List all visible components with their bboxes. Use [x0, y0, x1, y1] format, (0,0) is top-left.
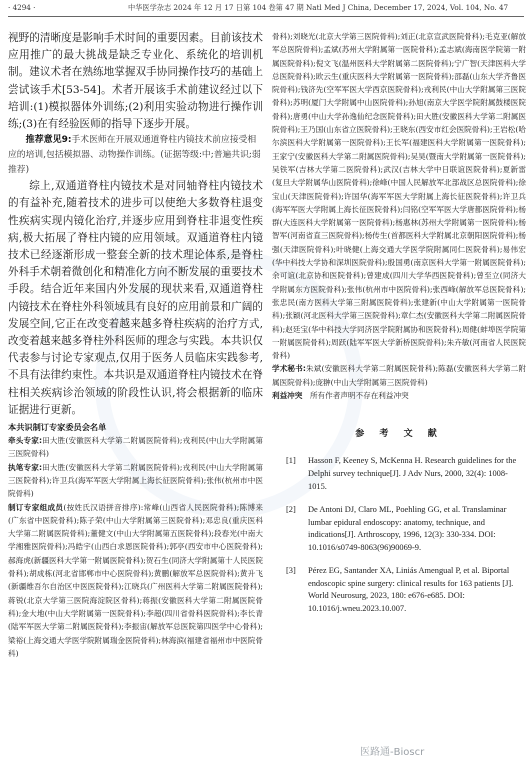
recommendation-label: 推荐意见9:: [25, 135, 72, 146]
right-column: [272, 30, 526, 626]
left-column: [8, 30, 263, 660]
page-header: [8, 2, 524, 17]
recommendation-text: 手术医师在开展双通道脊柱内镜技术前应接受相应的培训,包括模拟器、动物操作训练。(证据等级:中;普遍共识;弱推荐): [8, 135, 261, 176]
group-members-text: (按姓氏汉语拼音排序):常峰(山西省人民医院骨科);陈博来(广东省中医院骨科);陈子荣(中山大学附属第三医院骨科);邓忠良(重庆医科大学第二附属医院骨科);董健文(中山大学附属第五医院骨科);段春光(中南大学湘雅医院骨科);冯皓宇(山西白求恩医院骨科);郭亭(西安市中心医院骨科);郝海虎(新疆医科大学第一附属医院骨科);贺石生(同济大学附属第十人民医院骨科);胡成栋(河北省邯郸市中心医院骨科);黄鹏(解放军总医院骨科);黄升飞(新疆维吾尔自治区中医医院骨科);江晓兵(广州医科大学第二附属医院骨科);蒋锐(北京大学第三医院海淀院区骨科);蒋振(安徽医科大学第二附属医院骨科);金大地(中山大学附属第一医院骨科);李超(四川省骨科医院骨科);李长青(陆军军医大学第二附属医院骨科);李振宙(解放军总医院第四医学中心骨科);梁裕(上海交通大学医学院附属瑞金医院骨科);林海滨(福建省福州市中医院骨科): [8, 502, 264, 658]
lead-experts-text: 田大胜(安徽医科大学第二附属医院骨科);戎利民(中山大学附属第三医院骨科): [8, 436, 263, 459]
watermark-text: 医路通-Bioscr: [360, 747, 425, 758]
reference-item: [272, 565, 526, 616]
paragraph-summary: 综上,双通道脊柱内镜技术是对同轴脊柱内镜技术的有益补充,随着技术的进步可以使绝大多数脊柱退变性疾病实现内镜化治疗,并逐步应用到脊柱非退变性疾病,极大拓展了脊柱内镜的应用领域。双通道脊柱内镜技术已经逐渐形成一整套全新的技术理论体系,是脊柱外科手术朝着微创化和精准化方向不断发展的重要技术手段。结合近年来国内外发展的现状来看,双通道脊柱内镜技术在脊柱外科领域具有良好的应用前景和广阔的发展空间,它正在改变着越来越多脊柱疾病的治疗方式,改变着越来越多脊柱外科医师的理念与实践。本共识仅代表参与讨论专家观点,仅用于医务人员临床实践参考,不具有法律约束性。本共识是双通道脊柱内镜技术在脊柱相关疾病诊治领域的阶段性认识,将会根据新的临床证据进行更新。: [8, 180, 263, 416]
reference-item: [272, 504, 526, 555]
writing-experts: [8, 461, 263, 501]
recommendation-9: [8, 133, 263, 178]
academic-secretaries: [272, 362, 526, 389]
writing-experts-label: 执笔专家:: [8, 462, 43, 472]
reference-number: [3]: [286, 565, 296, 575]
reference-number: [1]: [286, 456, 296, 466]
conflict-of-interest-label: 利益冲突: [272, 391, 303, 401]
reference-text: De Antoni DJ, Claro ML, Poehling GG, et al. Translaminar lumbar epidural endoscopy: anatomy, technique, and indications[J]. Arthroscopy, 1996, 12(3): 330-334. DOI: 10.1016/s0749-8063(96)90069-9.: [308, 504, 507, 553]
references-title: 参 考 文 献: [355, 429, 443, 440]
lead-experts: [8, 434, 263, 461]
group-members-label: 制订专家组成员: [8, 502, 64, 512]
reference-number: [2]: [286, 504, 296, 514]
group-members-continued: 骨科);刘晓光(北京大学第三医院骨科);刘正(北京宣武医院骨科);毛克亚(解放军总医院骨科);孟斌(苏州大学附属第一医院骨科);孟志斌(海南医学院第一附属医院骨科);倪文飞(温州医科大学附属第二医院骨科);宁广智(天津医科大学总医院骨科);欧云生(重庆医科大学附属第一医院骨科);邵磊(山东大学齐鲁医院骨科);钱济先(空军军医大学西京医院骨科);戎利民(中山大学附属第三医院骨科);苏明(厦门大学附属中山医院骨科);孙旭(南京大学医学院附属鼓楼医院骨科);唐勇(中山大学孙逸仙纪念医院骨科);田大胜(安徽医科大学第二附属医院骨科);王乃国(山东省立医院骨科);王晓东(西安市红会医院骨科);王岩松(哈尔滨医科大学附属第一医院骨科);王长军(福建医科大学附属第一医院骨科);王家宁(安徽医科大学第二附属医院骨科);吴昊(暨南大学附属第一医院骨科);吴铁军(吉林大学第二医院骨科);武汉(吉林大学中日联谊医院骨科);夏新雷(复旦大学附属华山医院骨科);徐峰(中国人民解放军北部战区总医院骨科);徐宝山(天津医院骨科);许国华(海军军医大学附属上海长征医院骨科);许卫兵(海军军医大学附属上海长征医院骨科);闫铭(空军军医大学唐都医院骨科);杨群(大连医科大学附属第一医院骨科);杨惠林(苏州大学附属第一医院骨科);杨智军(河南省直三医院骨科);杨传生(首都医科大学附属北京朝阳医院骨科);杨强(天津医院骨科);叶晓健(上海交通大学医学院附属同仁医院骨科);易伟宏(华中科技大学协和深圳医院骨科);殷国勇(南京医科大学第一附属医院骨科);余可谊(北京协和医院骨科);曾建成(四川大学华西医院骨科);曾至立(同济大学附属东方医院骨科);张伟(杭州市中医院骨科);张西峰(解放军总医院骨科);张忠民(南方医科大学第三附属医院骨科);张建新(中山大学附属第一医院骨科);张颖(河北医科大学第三医院骨科);章仁杰(安徽医科大学第二附属医院骨科);赵廷宝(华中科技大学同济医学院附属协和医院骨科);周健(蚌埠医学院第一附属医院骨科);周跃(陆军军医大学新桥医院骨科);朱卉敏(河南省人民医院骨科): [272, 32, 526, 361]
references-list: [272, 455, 526, 616]
page-number: · 4294 ·: [8, 3, 36, 12]
academic-secretaries-label: 学术秘书:: [272, 364, 306, 374]
lead-experts-label: 牵头专家:: [8, 436, 43, 446]
committee-list-title: 本共识制订专家委员会名单: [8, 422, 107, 433]
reference-item: [272, 455, 526, 493]
reference-text: Hasson F, Keeney S, McKenna H. Research guidelines for the Delphi survey technique[J]. J Adv Nurs, 2000, 32(4): 1008-1015.: [308, 456, 517, 491]
conflict-of-interest: [272, 389, 526, 402]
writing-experts-text: 田大胜(安徽医科大学第二附属医院骨科);戎利民(中山大学附属第三医院骨科);许卫兵(海军军医大学附属上海长征医院骨科);张伟(杭州市中医院骨科): [8, 462, 263, 499]
group-members: [8, 501, 263, 661]
paragraph-training: 视野的清晰度是影响手术时间的重要因素。目前该技术应用推广的最大挑战是缺乏专业化、系统化的培训机制。建议术者在熟练地掌握双手协同操作技巧的基础上尝试该手术[53-54]。术者开展该手术前建议经过以下培训:(1)模拟器体外训练;(2)利用实验动物进行操作训练;(3)在有经验医师的指导下逐步开展。: [8, 32, 263, 131]
running-title: 中华医学杂志 2024 年 12 月 17 日第 104 卷第 47 期 Natl Med J China, December 17, 2024, Vol. 104, No. 47: [128, 3, 509, 12]
reference-text: Pérez EG, Santander XA, Liniás Amengual P, et al. Biportal endoscopic spine surgery: clinical results for 163 patients [J]. World Neurosurg, 2023, 180: e676-e685. DOI: 10.1016/j.wneu.2023.10.007.: [308, 565, 514, 614]
academic-secretaries-text: 朱斌(安徽医科大学第二附属医院骨科);陈磊(安徽医科大学第二附属医院骨科);庞翀(中山大学附属第三医院骨科): [272, 364, 526, 387]
conflict-of-interest-text: 所有作者声明不存在利益冲突: [309, 391, 409, 401]
